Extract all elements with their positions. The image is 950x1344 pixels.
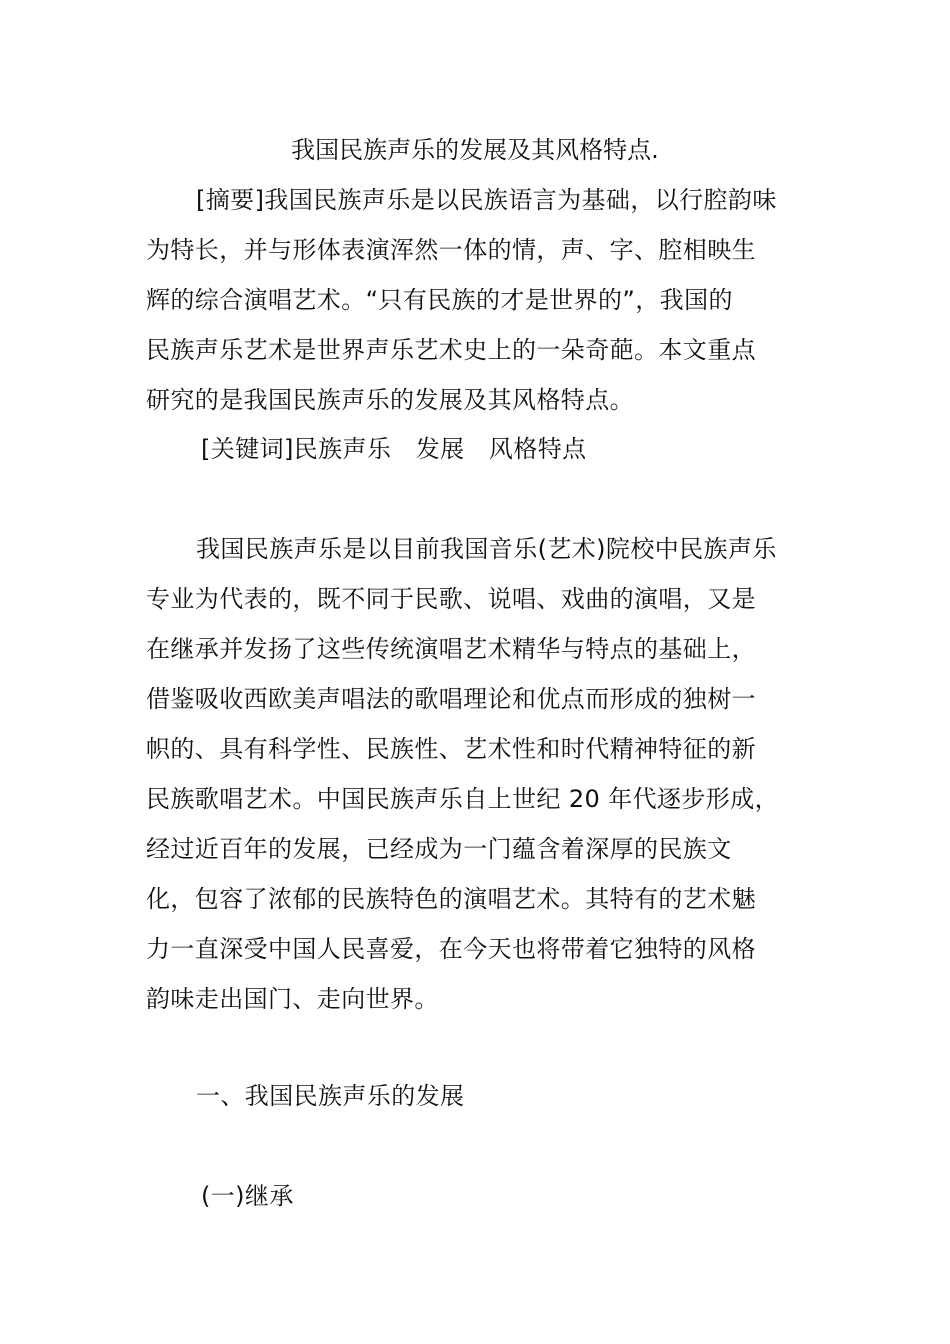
paragraph-line: 经过近百年的发展，已经成为一门蕴含着深厚的民族文: [146, 835, 732, 863]
paragraph-line: 借鉴吸收西欧美声唱法的歌唱理论和优点而形成的独树一: [146, 685, 756, 713]
paragraph-line: 我国民族声乐是以目前我国音乐(艺术)院校中民族声乐: [196, 535, 777, 563]
paragraph-line: 民族歌唱艺术。中国民族声乐自上世纪 20 年代逐步形成，: [146, 785, 779, 813]
paragraph-line: 专业为代表的，既不同于民歌、说唱、戏曲的演唱，又是: [146, 585, 756, 613]
abstract-line: [摘要]我国民族声乐是以民族语言为基础，以行腔韵味: [196, 186, 777, 214]
keywords-line: [关键词]民族声乐 发展 风格特点: [201, 435, 587, 463]
paragraph-line: 韵味走出国门、走向世界。: [146, 985, 439, 1013]
section-heading: 一、我国民族声乐的发展: [196, 1082, 465, 1110]
subsection-heading: (一)继承: [201, 1182, 294, 1210]
paragraph-line: 力一直深受中国人民喜爱，在今天也将带着它独特的风格: [146, 935, 756, 963]
abstract-line: 民族声乐艺术是世界声乐艺术史上的一朵奇葩。本文重点: [146, 336, 756, 364]
document-title: 我国民族声乐的发展及其风格特点.: [291, 136, 659, 164]
abstract-line: 为特长，并与形体表演浑然一体的情，声、字、腔相映生: [146, 236, 756, 264]
paragraph-line: 帜的、具有科学性、民族性、艺术性和时代精神特征的新: [146, 735, 756, 763]
paragraph-line: 在继承并发扬了这些传统演唱艺术精华与特点的基础上，: [146, 635, 756, 663]
paragraph-line: 化，包容了浓郁的民族特色的演唱艺术。其特有的艺术魅: [146, 885, 756, 913]
abstract-line: 研究的是我国民族声乐的发展及其风格特点。: [146, 386, 634, 414]
abstract-line: 辉的综合演唱艺术。“只有民族的才是世界的”，我国的: [146, 286, 733, 314]
